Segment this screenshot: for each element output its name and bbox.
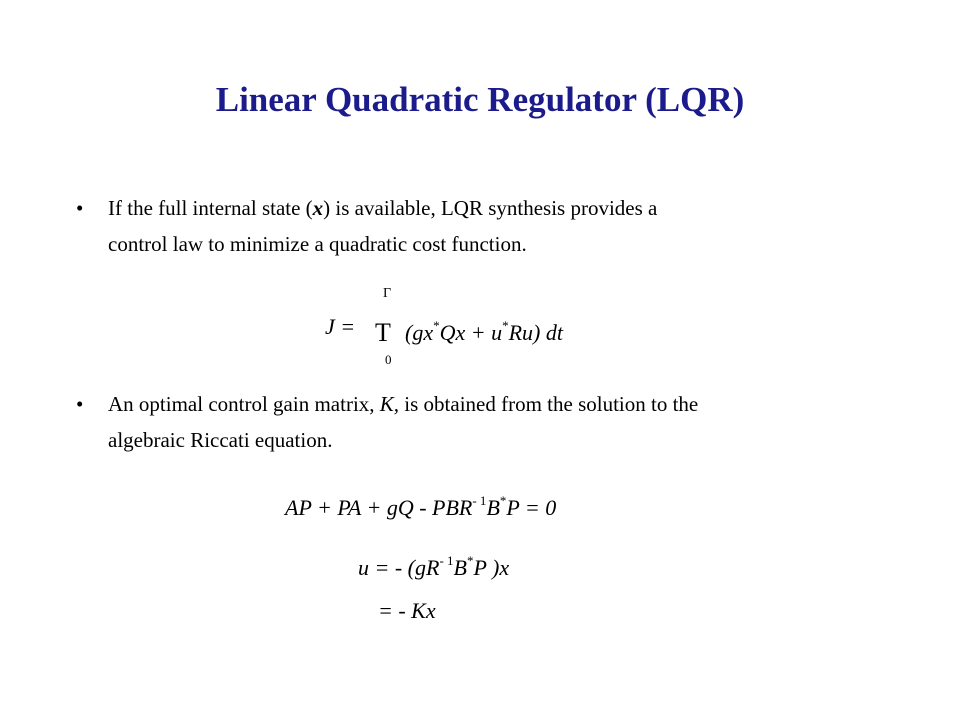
control-law-equation — [358, 553, 509, 581]
bullet-text-part: ) is available, LQR synthesis provides a — [323, 196, 658, 220]
equation-part: B — [486, 495, 500, 520]
bullet-text — [108, 190, 876, 262]
conjugate-superscript: * — [466, 553, 474, 568]
equation-part: P = 0 — [506, 495, 557, 520]
bullet-item-gain — [76, 386, 876, 458]
bullet-text-part: An optimal control gain matrix, — [108, 392, 380, 416]
integrand-part: Ru) dt — [508, 320, 563, 345]
integrand-part: Qx + u — [439, 320, 503, 345]
integral-lower-limit: 0 — [385, 352, 392, 367]
bullet-text-part: is obtained from the solution to the — [399, 392, 699, 416]
bullet-text — [108, 386, 876, 458]
cost-lhs: J = — [325, 314, 356, 339]
equation-part: u = - (gR — [358, 555, 440, 580]
riccati-equation — [285, 493, 556, 521]
equation-part: P )x — [473, 555, 510, 580]
bullet-text-line2: algebraic Riccati equation. — [108, 428, 333, 452]
bullet-item-state — [76, 190, 876, 262]
control-law-gain-form: = - Kx — [378, 598, 436, 623]
integral-upper-limit: Γ — [383, 286, 392, 301]
equation-part: AP + PA + gQ - PBR — [285, 495, 473, 520]
conjugate-superscript: * — [433, 318, 440, 333]
integral-sign: T — [375, 318, 391, 347]
bullet-text-part: If the full internal state ( — [108, 196, 313, 220]
conjugate-superscript: * — [502, 318, 509, 333]
bullet-text-line2: control law to minimize a quadratic cost function. — [108, 232, 527, 256]
inverse-superscript: - 1 — [439, 553, 454, 568]
state-variable: x — [312, 196, 324, 220]
bullet-dot: • — [76, 392, 84, 416]
equation-part: B — [453, 555, 467, 580]
conjugate-superscript: * — [499, 493, 507, 508]
gain-variable: K, — [379, 392, 400, 416]
integrand-part: (gx — [405, 320, 434, 345]
slide-title: Linear Quadratic Regulator (LQR) — [215, 80, 745, 119]
bullet-dot: • — [76, 196, 84, 220]
cost-integrand — [405, 318, 563, 346]
inverse-superscript: - 1 — [472, 493, 487, 508]
